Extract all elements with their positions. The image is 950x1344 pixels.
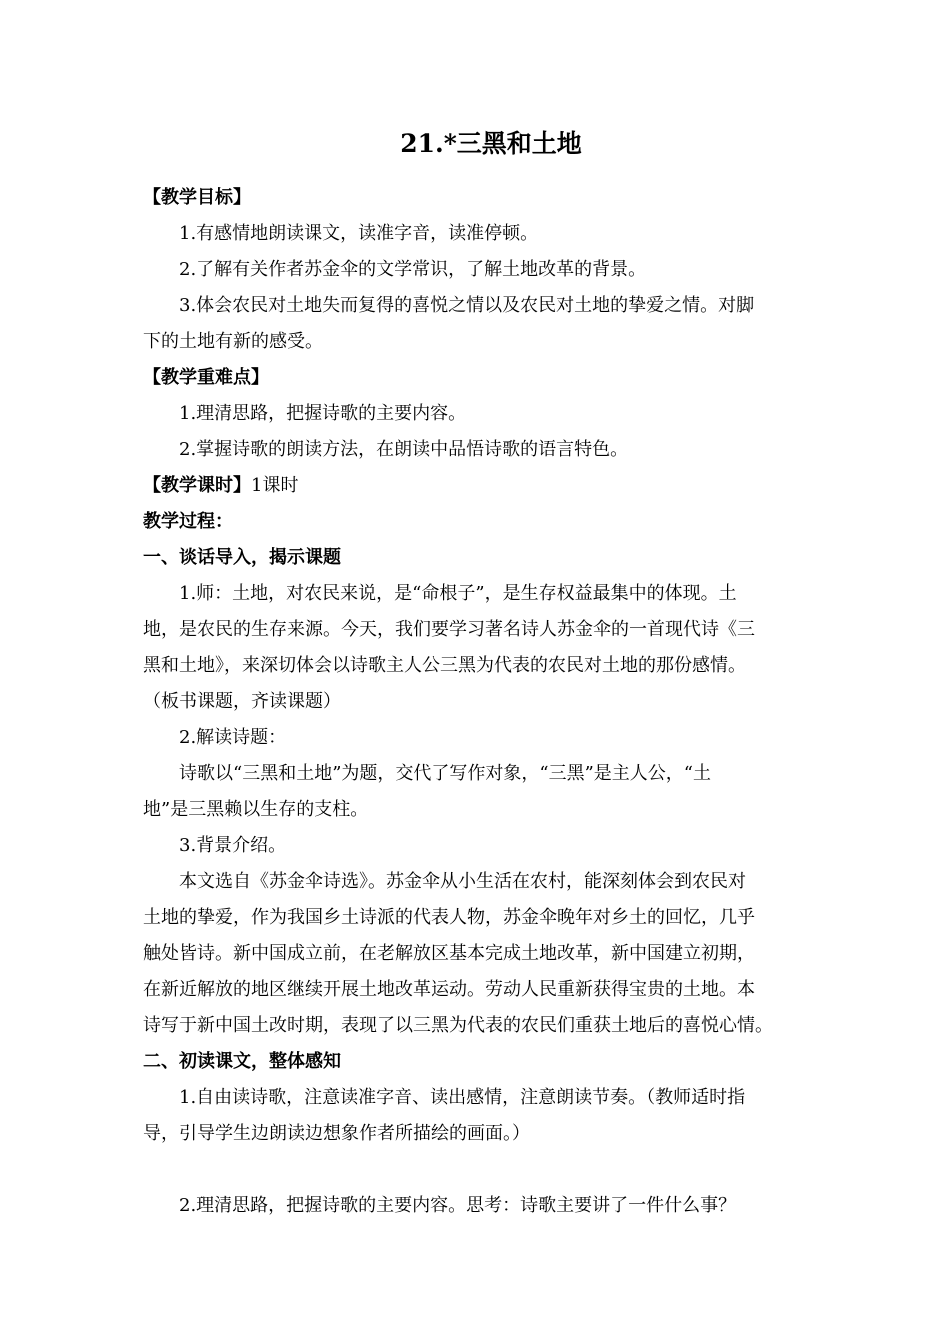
text-line: 1.自由读诗歌，注意读准字音、读出感情，注意朗读节奏。（教师适时指: [179, 1087, 746, 1108]
text-line: 地”是三黑赖以生存的支柱。: [143, 799, 369, 820]
text-line: 土地的挚爱，作为我国乡土诗派的代表人物，苏金伞晚年对乡土的回忆，几乎: [143, 907, 755, 928]
section-1-paragraph-3: [143, 756, 809, 828]
text-line: 诗歌以“三黑和土地”为题，交代了写作对象，“三黑”是主人公，“土: [179, 763, 712, 784]
text-line: 触处皆诗。新中国成立前，在老解放区基本完成土地改革，新中国建立初期，: [143, 943, 755, 964]
section-2-heading: 二、初读课文，整体感知: [143, 1051, 341, 1072]
text-line: 在新近解放的地区继续开展土地改革运动。劳动人民重新获得宝贵的土地。本: [143, 979, 755, 1000]
text-line: 本文选自《苏金伞诗选》。苏金伞从小生活在农村，能深刻体会到农民对: [179, 871, 746, 892]
goal-item-2: 2.了解有关作者苏金伞的文学常识，了解土地改革的背景。: [179, 259, 647, 280]
goals-heading: 【教学目标】: [143, 187, 251, 208]
page-title: 21.*三黑和土地: [400, 129, 582, 158]
text-line: 黑和土地》，来深切体会以诗歌主人公三黑为代表的农民对土地的那份感情。: [143, 655, 746, 676]
process-heading: 教学过程：: [143, 511, 233, 532]
section-1-paragraph-1: [143, 576, 809, 720]
hours-heading: 【教学课时】: [143, 475, 251, 496]
text-line: 导，引导学生边朗读边想象作者所描绘的画面。）: [143, 1123, 530, 1144]
section-1-paragraph-5: [143, 864, 809, 1044]
section-2-paragraph-2: 2.理清思路，把握诗歌的主要内容。思考：诗歌主要讲了一件什么事？: [179, 1195, 737, 1216]
hours-value: 1课时: [251, 475, 299, 496]
goal-item-1: 1.有感情地朗读课文，读准字音，读准停顿。: [179, 223, 539, 244]
section-1-heading: 一、谈话导入，揭示课题: [143, 547, 341, 568]
goal-item-3-line-1: 3.体会农民对土地失而复得的喜悦之情以及农民对土地的挚爱之情。对脚: [179, 295, 755, 316]
blank-line: [143, 1152, 809, 1188]
text-line: （板书课题，齐读课题）: [143, 691, 341, 712]
document-page: [143, 124, 809, 1224]
text-line: 地，是农民的生存来源。今天，我们要学习著名诗人苏金伞的一首现代诗《三: [143, 619, 755, 640]
goal-item-3-line-2: 下的土地有新的感受。: [143, 331, 323, 352]
section-1-paragraph-4: 3.背景介绍。: [179, 835, 287, 856]
text-line: 1.师：土地，对农民来说，是“命根子”，是生存权益最集中的体现。土: [179, 583, 737, 604]
key-point-item-1: 1.理清思路，把握诗歌的主要内容。: [179, 403, 467, 424]
key-point-item-2: 2.掌握诗歌的朗读方法，在朗读中品悟诗歌的语言特色。: [179, 439, 629, 460]
key-points-heading: 【教学重难点】: [143, 367, 269, 388]
text-line: 诗写于新中国土改时期，表现了以三黑为代表的农民们重获土地后的喜悦心情。: [143, 1015, 773, 1036]
section-1-paragraph-2: 2.解读诗题：: [179, 727, 287, 748]
section-2-paragraph-1: [143, 1080, 809, 1152]
hours-row: [143, 468, 809, 504]
